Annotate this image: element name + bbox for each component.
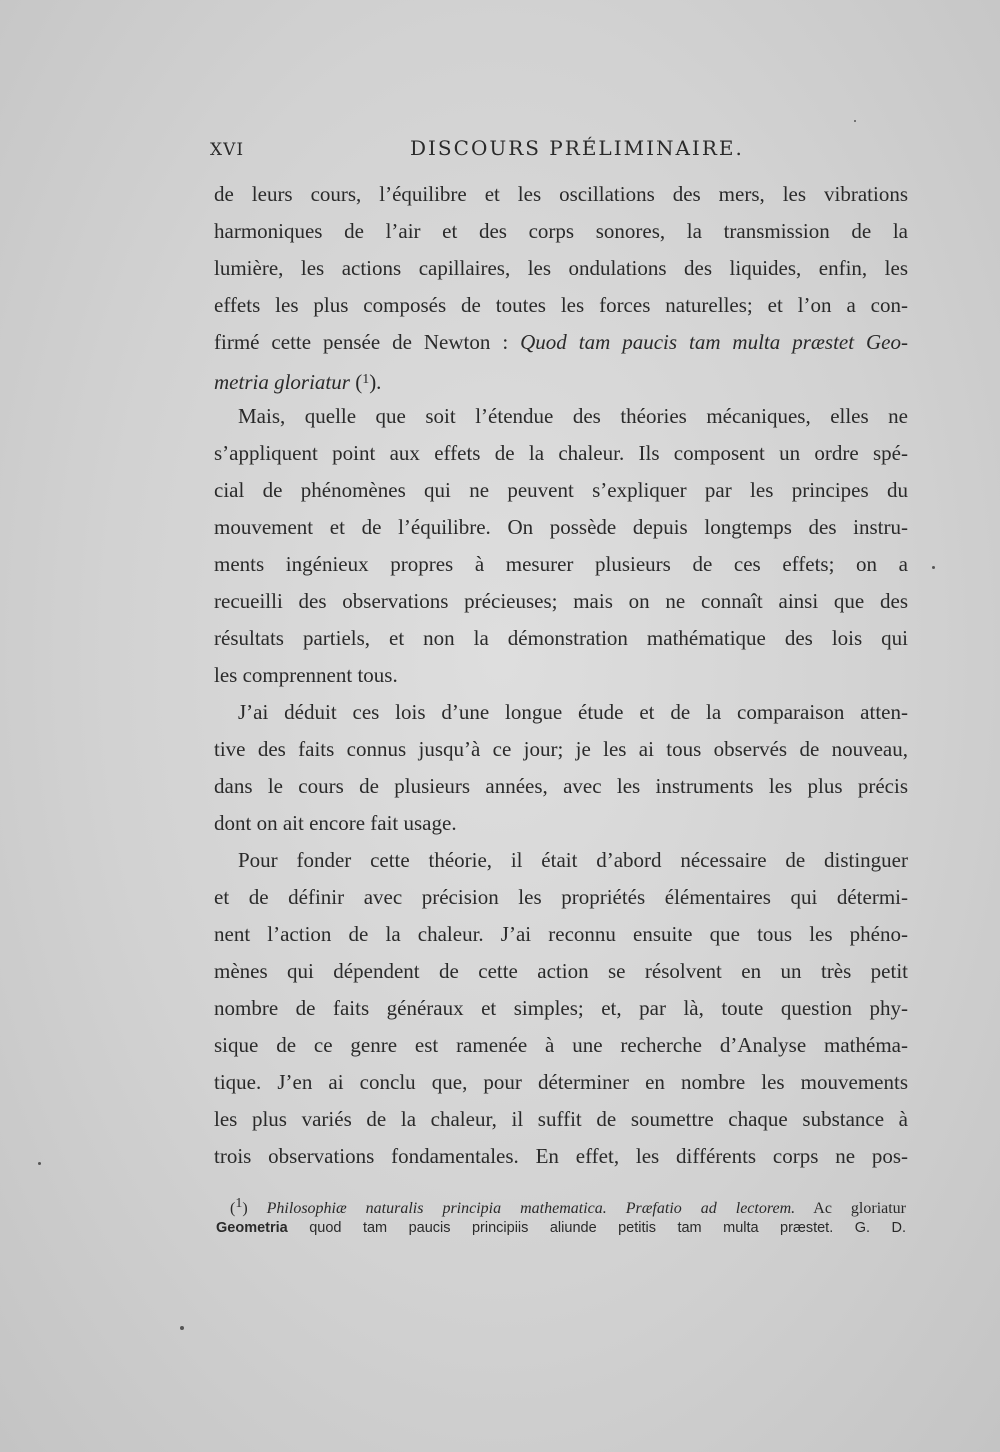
text-line: cial de phénomènes qui ne peuvent s’expliquer par les principes du (214, 478, 908, 502)
text-line: ments ingénieux propres à mesurer plusieurs de ces effets; on a (214, 552, 908, 576)
text-line: Mais, quelle que soit l’étendue des théories mécaniques, elles ne (238, 404, 908, 428)
latin-quote-end: metria gloriatur (214, 370, 350, 394)
running-title: DISCOURS PRÉLIMINAIRE. (410, 136, 744, 160)
footnote-signature: G. D. (854, 1220, 907, 1236)
text-line: harmoniques de l’air et des corps sonores, la transmission de la (214, 219, 908, 243)
text-line: dont on ait encore fait usage. (214, 811, 457, 835)
text-line: Pour fonder cette théorie, il était d’abord nécessaire de distinguer (238, 848, 908, 872)
latin-quote: Quod tam paucis tam multa præstet Geo- (520, 330, 909, 354)
text-line: J’ai déduit ces lois d’une longue étude et de la comparaison atten- (238, 700, 908, 724)
text-line: tive des faits connus jusqu’à ce jour; je les ai tous observés de nouveau, (214, 737, 908, 761)
text-line: trois observations fondamentales. En effet, les différents corps ne pos- (214, 1144, 908, 1168)
footnote-text: quod tam paucis principiis aliunde petitis tam multa præstet. (309, 1220, 834, 1236)
paper-speck (180, 1326, 184, 1330)
footnote-line: (1) Philosophiæ naturalis principia mathematica. Præfatio ad lectorem. Ac gloriatur (230, 1196, 907, 1217)
footnote-text: Ac gloriatur (813, 1200, 907, 1217)
paper-speck (932, 566, 935, 569)
text-line: recueilli des observations précieuses; mais on ne connaît ainsi que des (214, 589, 908, 613)
text-line: nent l’action de la chaleur. J’ai reconnu ensuite que tous les phéno- (214, 922, 908, 946)
footnote-marker: 1 (235, 1196, 243, 1211)
footnote-citation: Philosophiæ naturalis principia mathematica. Præfatio ad lectorem. (266, 1200, 796, 1217)
text-line: effets les plus composés de toutes les forces naturelles; et l’on a con- (214, 293, 908, 317)
text-line: les comprennent tous. (214, 663, 398, 687)
text-line: lumière, les actions capillaires, les ondulations des liquides, enfin, les (214, 256, 908, 280)
text-line: mouvement et de l’équilibre. On possède depuis longtemps des instru- (214, 515, 908, 539)
text-segment: firmé cette pensée de Newton : (214, 330, 521, 354)
footnote-text-bold: Geometria (216, 1220, 288, 1236)
text-line: sique de ce genre est ramenée à une recherche d’Analyse mathéma- (214, 1033, 908, 1057)
text-line: mènes qui dépendent de cette action se résolvent en un très petit (214, 959, 908, 983)
text-line: tique. J’en ai conclu que, pour déterminer en nombre les mouvements (214, 1070, 908, 1094)
footnote-reference: 1 (362, 372, 370, 387)
text-line: résultats partiels, et non la démonstration mathématique des lois qui (214, 626, 908, 650)
paper-speck (854, 120, 856, 122)
text-line (214, 324, 908, 361)
footnote-line (216, 1216, 906, 1240)
text-line: s’appliquent point aux effets de la chaleur. Ils composent un ordre spé- (214, 441, 908, 465)
footnote (216, 1192, 906, 1240)
text-segment: ). (369, 370, 382, 394)
text-line: de leurs cours, l’équilibre et les oscillations des mers, les vibrations (214, 182, 908, 206)
paper-speck (38, 1162, 41, 1165)
page-number: XVI (210, 140, 245, 160)
text-line: les plus variés de la chaleur, il suffit de soumettre chaque substance à (214, 1107, 908, 1131)
text-line: metria gloriatur ($^1$). (214, 370, 382, 394)
text-line: dans le cours de plusieurs années, avec les instruments les plus précis (214, 774, 908, 798)
text-line: et de définir avec précision les propriétés élémentaires qui détermi- (214, 885, 908, 909)
running-header (210, 136, 910, 166)
text-line: nombre de faits généraux et simples; et, par là, toute question phy- (214, 996, 908, 1020)
body-text (214, 176, 908, 1175)
